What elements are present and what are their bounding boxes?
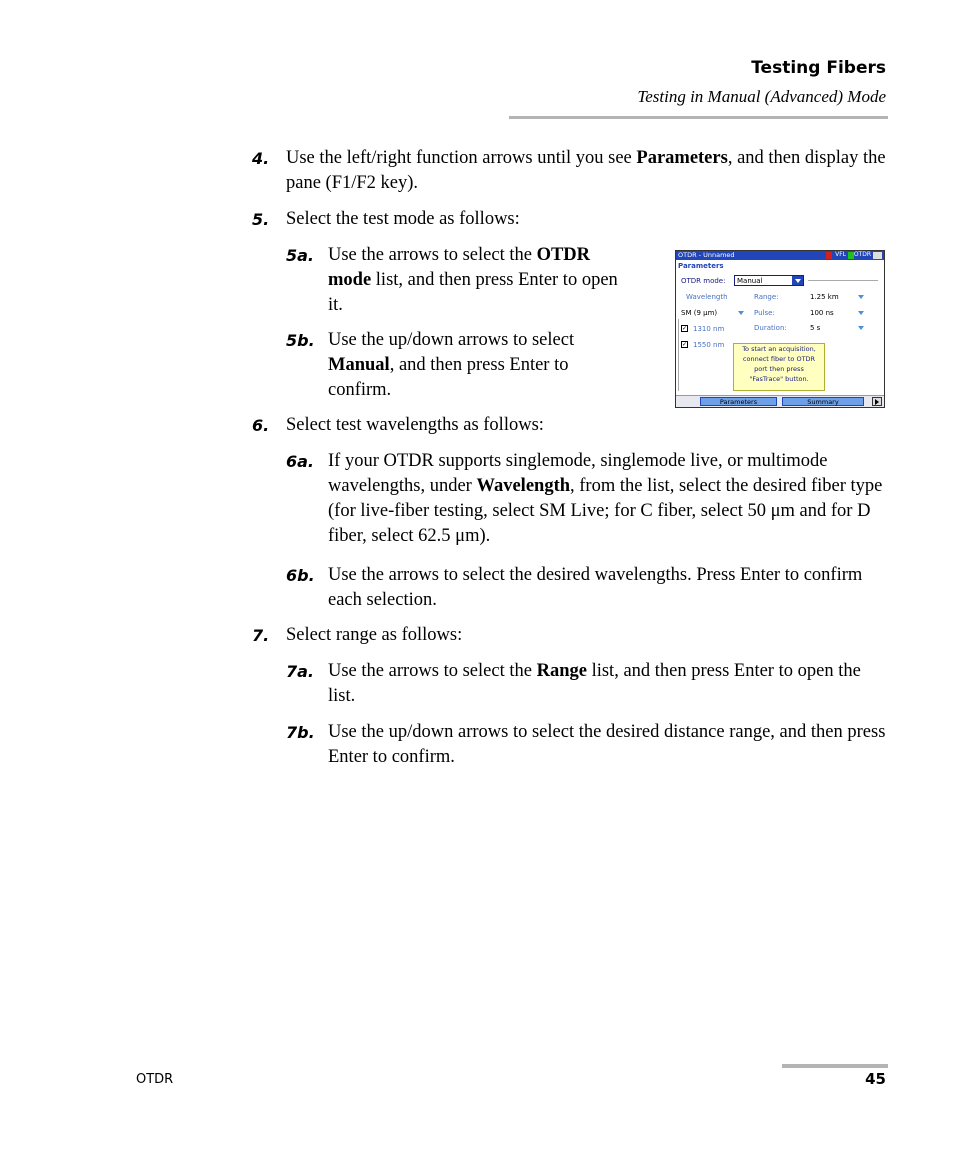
header-subtitle: Testing in Manual (Advanced) Mode	[637, 87, 886, 106]
page-number: 45	[865, 1070, 886, 1088]
step-text: Use the arrows to select the OTDR mode list, and then press Enter to open it.	[328, 245, 618, 315]
otdr-screenshot	[675, 250, 885, 408]
mode-select[interactable]: Manual	[734, 275, 804, 286]
checkbox-1550[interactable]: ✓	[682, 341, 688, 348]
fiber-type-value[interactable]: SM (9 μm)	[681, 309, 718, 317]
step-number: 6a.	[286, 452, 315, 471]
step-number: 5.	[252, 210, 270, 229]
checkbox-1310[interactable]: ✓	[682, 325, 688, 332]
range-label: Range:	[754, 293, 779, 301]
divider	[678, 319, 679, 391]
wavelength-label: Wavelength	[686, 293, 728, 301]
footer-product: OTDR	[136, 1072, 174, 1087]
step-text: Select test wavelengths as follows:	[286, 415, 544, 435]
wl-1310-label: 1310 nm	[693, 325, 725, 333]
step-number: 5b.	[286, 331, 315, 350]
range-value[interactable]: 1.25 km	[810, 293, 839, 301]
otdr-label: OTDR	[853, 251, 871, 258]
header-title: Testing Fibers	[751, 58, 886, 78]
header-rule	[509, 116, 888, 119]
step-text: Use the up/down arrows to select Manual, and then press Enter to confirm.	[328, 330, 575, 400]
bottom-tabbar	[676, 395, 884, 407]
step-number: 4.	[252, 149, 270, 168]
step-text: If your OTDR supports singlemode, singlemode live, or multimode wavelengths, under Wavelength, from the list, select the desired fiber type (for live-fiber testing, select SM Live; for C fiber, select 50 μm and for D fiber, select 62.5 μm).	[328, 451, 883, 546]
step-text: Use the left/right function arrows until you see Parameters, and then display the pane (F1/F2 key).	[286, 148, 886, 193]
footer-rule	[782, 1064, 888, 1068]
vfl-label: VFL	[835, 251, 846, 258]
wl-1550-label: 1550 nm	[693, 341, 725, 349]
play-icon[interactable]	[872, 397, 882, 406]
pulse-value[interactable]: 100 ns	[810, 309, 834, 317]
step-text: Select the test mode as follows:	[286, 209, 520, 229]
chevron-down-icon[interactable]	[858, 311, 864, 315]
step-text: Select range as follows:	[286, 625, 463, 645]
mode-label: OTDR mode:	[681, 277, 726, 285]
step-number: 6b.	[286, 566, 315, 585]
chevron-down-icon[interactable]	[738, 311, 744, 315]
step-number: 5a.	[286, 246, 315, 265]
step-number: 7.	[252, 626, 270, 645]
window-titlebar: OTDR - Unnamed	[676, 251, 884, 260]
chevron-down-icon	[792, 276, 803, 285]
step-text: Use the arrows to select the Range list, and then press Enter to open the list.	[328, 661, 861, 706]
duration-label: Duration:	[754, 324, 787, 332]
vfl-indicator	[826, 252, 832, 259]
tab-summary[interactable]: Summary	[782, 397, 864, 406]
divider	[808, 280, 878, 281]
pulse-label: Pulse:	[754, 309, 775, 317]
pane-title: Parameters	[678, 262, 724, 270]
chevron-down-icon[interactable]	[858, 295, 864, 299]
step-number: 7b.	[286, 723, 315, 742]
status-icon	[873, 252, 882, 259]
info-note: To start an acquisition, connect fiber to OTDR port then press "FasTrace" button.	[733, 343, 825, 391]
tab-parameters[interactable]: Parameters	[700, 397, 777, 406]
step-number: 7a.	[286, 662, 315, 681]
chevron-down-icon[interactable]	[858, 326, 864, 330]
step-text: Use the up/down arrows to select the desired distance range, and then press Enter to confirm.	[328, 722, 886, 767]
duration-value[interactable]: 5 s	[810, 324, 821, 332]
step-number: 6.	[252, 416, 270, 435]
step-text: Use the arrows to select the desired wavelengths. Press Enter to confirm each selection.	[328, 565, 863, 610]
